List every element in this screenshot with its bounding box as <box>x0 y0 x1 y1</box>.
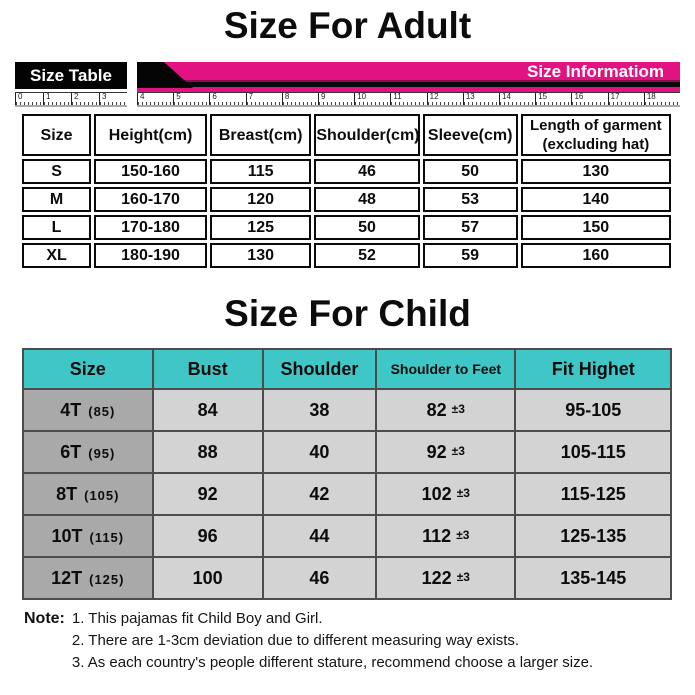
size-information-label: Size Informatiom <box>527 62 664 81</box>
child-size-note: (85) <box>88 403 116 419</box>
child-size-cell <box>23 515 153 557</box>
ruler-unit <box>535 93 571 105</box>
ruler-unit <box>99 93 127 105</box>
adult-table-head <box>22 114 671 156</box>
child-shoulder-cell: 44 <box>263 515 376 557</box>
child-size-cell <box>23 389 153 431</box>
child-bust-cell: 84 <box>153 389 263 431</box>
ruler <box>15 92 680 107</box>
ruler-number: 11 <box>393 92 402 101</box>
ruler-number: 8 <box>284 92 290 101</box>
size-table-badge: Size Table <box>15 62 127 89</box>
tolerance-value: ±3 <box>456 485 470 500</box>
adult-column-header: Breast(cm) <box>210 114 311 156</box>
child-bust-cell: 100 <box>153 557 263 599</box>
adult-section-title: Size For Adult <box>223 5 472 46</box>
note-item: 3. As each country's people different stature, recommend choose a larger size. <box>71 654 594 671</box>
child-shoulder-to-feet-cell <box>376 557 515 599</box>
banner <box>15 62 680 92</box>
adult-size-table <box>19 111 674 271</box>
ruler-number: 0 <box>18 92 23 101</box>
ruler-unit <box>499 93 535 105</box>
adult-table-cell: 125 <box>210 215 311 240</box>
adult-table-row <box>22 187 671 212</box>
adult-table-cell: 59 <box>423 243 518 268</box>
child-size-cell <box>23 557 153 599</box>
ruler-unit <box>282 93 318 105</box>
child-size-cell <box>23 431 153 473</box>
note-item: 1. This pajamas fit Child Boy and Girl. <box>71 610 323 627</box>
ruler-number: 15 <box>538 92 548 101</box>
child-column-header: Shoulder <box>263 349 376 389</box>
child-header-row <box>23 349 671 389</box>
tolerance-value: ±3 <box>451 401 465 416</box>
child-fit-height-cell: 95-105 <box>515 389 671 431</box>
adult-table-row <box>22 215 671 240</box>
adult-table-cell: 170-180 <box>94 215 207 240</box>
child-shoulder-cell: 46 <box>263 557 376 599</box>
adult-header-row <box>22 114 671 156</box>
ruler-number: 3 <box>102 92 107 101</box>
tolerance-value: ±3 <box>451 443 465 458</box>
child-fit-height-cell: 125-135 <box>515 515 671 557</box>
adult-table-cell: 150 <box>521 215 671 240</box>
child-size-table <box>22 348 672 600</box>
adult-table-cell: 160-170 <box>94 187 207 212</box>
child-fit-height-cell: 135-145 <box>515 557 671 599</box>
child-table-row <box>23 557 671 599</box>
child-column-header: Shoulder to Feet <box>376 349 515 389</box>
child-size-label: 10T <box>51 525 83 546</box>
ruler-unit <box>173 93 209 105</box>
ruler-unit <box>318 93 354 105</box>
adult-table-cell: 140 <box>521 187 671 212</box>
adult-table-cell: L <box>22 215 91 240</box>
ruler-unit <box>354 93 390 105</box>
child-column-header: Bust <box>153 349 263 389</box>
adult-column-header: Length of garment (excluding hat) <box>521 114 671 156</box>
ruler-number: 2 <box>74 92 79 101</box>
child-column-header: Fit Highet <box>515 349 671 389</box>
ruler-number: 1 <box>46 92 51 101</box>
child-size-note: (95) <box>88 445 116 461</box>
child-table-row <box>23 515 671 557</box>
adult-table-body <box>22 159 671 268</box>
ruler-number: 12 <box>429 92 439 101</box>
child-shoulder-to-feet-cell <box>376 431 515 473</box>
ruler-number: 18 <box>646 92 656 101</box>
adult-column-header: Size <box>22 114 91 156</box>
ruler-number: 6 <box>212 92 217 101</box>
adult-table-cell: 120 <box>210 187 311 212</box>
child-shoulder-to-feet-cell <box>376 515 515 557</box>
adult-table-cell: M <box>22 187 91 212</box>
child-size-note: (105) <box>84 487 120 503</box>
ruler-unit <box>209 93 245 105</box>
child-size-note: (115) <box>89 529 125 545</box>
child-fit-height-cell: 115-125 <box>515 473 671 515</box>
ruler-right-segment <box>137 92 680 107</box>
child-table-row <box>23 473 671 515</box>
notes-label: Note: <box>24 610 65 627</box>
ruler-number: 4 <box>140 92 145 101</box>
child-size-cell <box>23 473 153 515</box>
shoulder-to-feet-value: 92 <box>426 441 447 462</box>
ruler-number: 9 <box>321 92 326 101</box>
adult-table-cell: S <box>22 159 91 184</box>
notes-list <box>72 608 593 674</box>
size-information-banner <box>137 62 680 92</box>
adult-column-header: Height(cm) <box>94 114 207 156</box>
adult-column-header: Sleeve(cm) <box>423 114 518 156</box>
child-shoulder-cell: 38 <box>263 389 376 431</box>
ruler-unit <box>644 93 680 105</box>
adult-table-cell: XL <box>22 243 91 268</box>
note-item: 2. There are 1-3cm deviation due to different measuring way exists. <box>71 632 520 649</box>
ruler-unit <box>390 93 426 105</box>
adult-column-header: Shoulder(cm) <box>314 114 419 156</box>
child-table-head <box>23 349 671 389</box>
child-size-label: 4T <box>60 399 82 420</box>
adult-table-cell: 52 <box>314 243 419 268</box>
child-size-note: (125) <box>89 571 125 587</box>
ruler-unit <box>463 93 499 105</box>
ruler-number: 7 <box>248 92 254 101</box>
adult-table-cell: 150-160 <box>94 159 207 184</box>
child-column-header: Size <box>23 349 153 389</box>
shoulder-to-feet-value: 122 <box>421 567 452 588</box>
adult-table-cell: 180-190 <box>94 243 207 268</box>
child-table-row <box>23 389 671 431</box>
child-table-row <box>23 431 671 473</box>
shoulder-to-feet-value: 102 <box>421 483 452 504</box>
ruler-unit <box>571 93 607 105</box>
adult-table-row <box>22 243 671 268</box>
ruler-number: 10 <box>357 92 367 101</box>
ruler-unit <box>43 93 71 105</box>
ruler-number: 14 <box>502 92 511 101</box>
adult-table-cell: 160 <box>521 243 671 268</box>
child-table-body <box>23 389 671 599</box>
adult-table-cell: 115 <box>210 159 311 184</box>
ruler-unit <box>246 93 282 105</box>
adult-table-cell: 48 <box>314 187 419 212</box>
adult-table-row <box>22 159 671 184</box>
adult-table-cell: 46 <box>314 159 419 184</box>
ruler-unit <box>137 93 173 105</box>
child-section-title: Size For Child <box>224 293 471 334</box>
child-size-label: 6T <box>60 441 82 462</box>
ruler-left-segment <box>15 92 127 107</box>
adult-table-cell: 130 <box>521 159 671 184</box>
child-size-label: 8T <box>56 483 78 504</box>
ruler-unit <box>608 93 644 105</box>
notes <box>24 608 695 674</box>
child-bust-cell: 92 <box>153 473 263 515</box>
shoulder-to-feet-value: 82 <box>426 399 447 420</box>
adult-table-cell: 57 <box>423 215 518 240</box>
ruler-unit <box>71 93 99 105</box>
child-shoulder-cell: 42 <box>263 473 376 515</box>
ruler-number: 13 <box>465 92 475 101</box>
child-bust-cell: 96 <box>153 515 263 557</box>
tolerance-value: ±3 <box>456 569 470 584</box>
ruler-number: 17 <box>610 92 620 101</box>
child-shoulder-to-feet-cell <box>376 473 515 515</box>
shoulder-to-feet-value: 112 <box>422 525 452 546</box>
adult-table-cell: 130 <box>210 243 311 268</box>
adult-table-cell: 50 <box>314 215 419 240</box>
ruler-number: 5 <box>176 92 181 101</box>
child-fit-height-cell: 105-115 <box>515 431 671 473</box>
child-shoulder-to-feet-cell <box>376 389 515 431</box>
child-size-label: 12T <box>51 567 83 588</box>
banner-wedge-shape <box>137 62 193 88</box>
tolerance-value: ±3 <box>456 527 470 542</box>
child-shoulder-cell: 40 <box>263 431 376 473</box>
ruler-number: 16 <box>574 92 584 101</box>
child-bust-cell: 88 <box>153 431 263 473</box>
ruler-unit <box>427 93 463 105</box>
adult-table-cell: 53 <box>423 187 518 212</box>
adult-table-cell: 50 <box>423 159 518 184</box>
ruler-unit <box>15 93 43 105</box>
